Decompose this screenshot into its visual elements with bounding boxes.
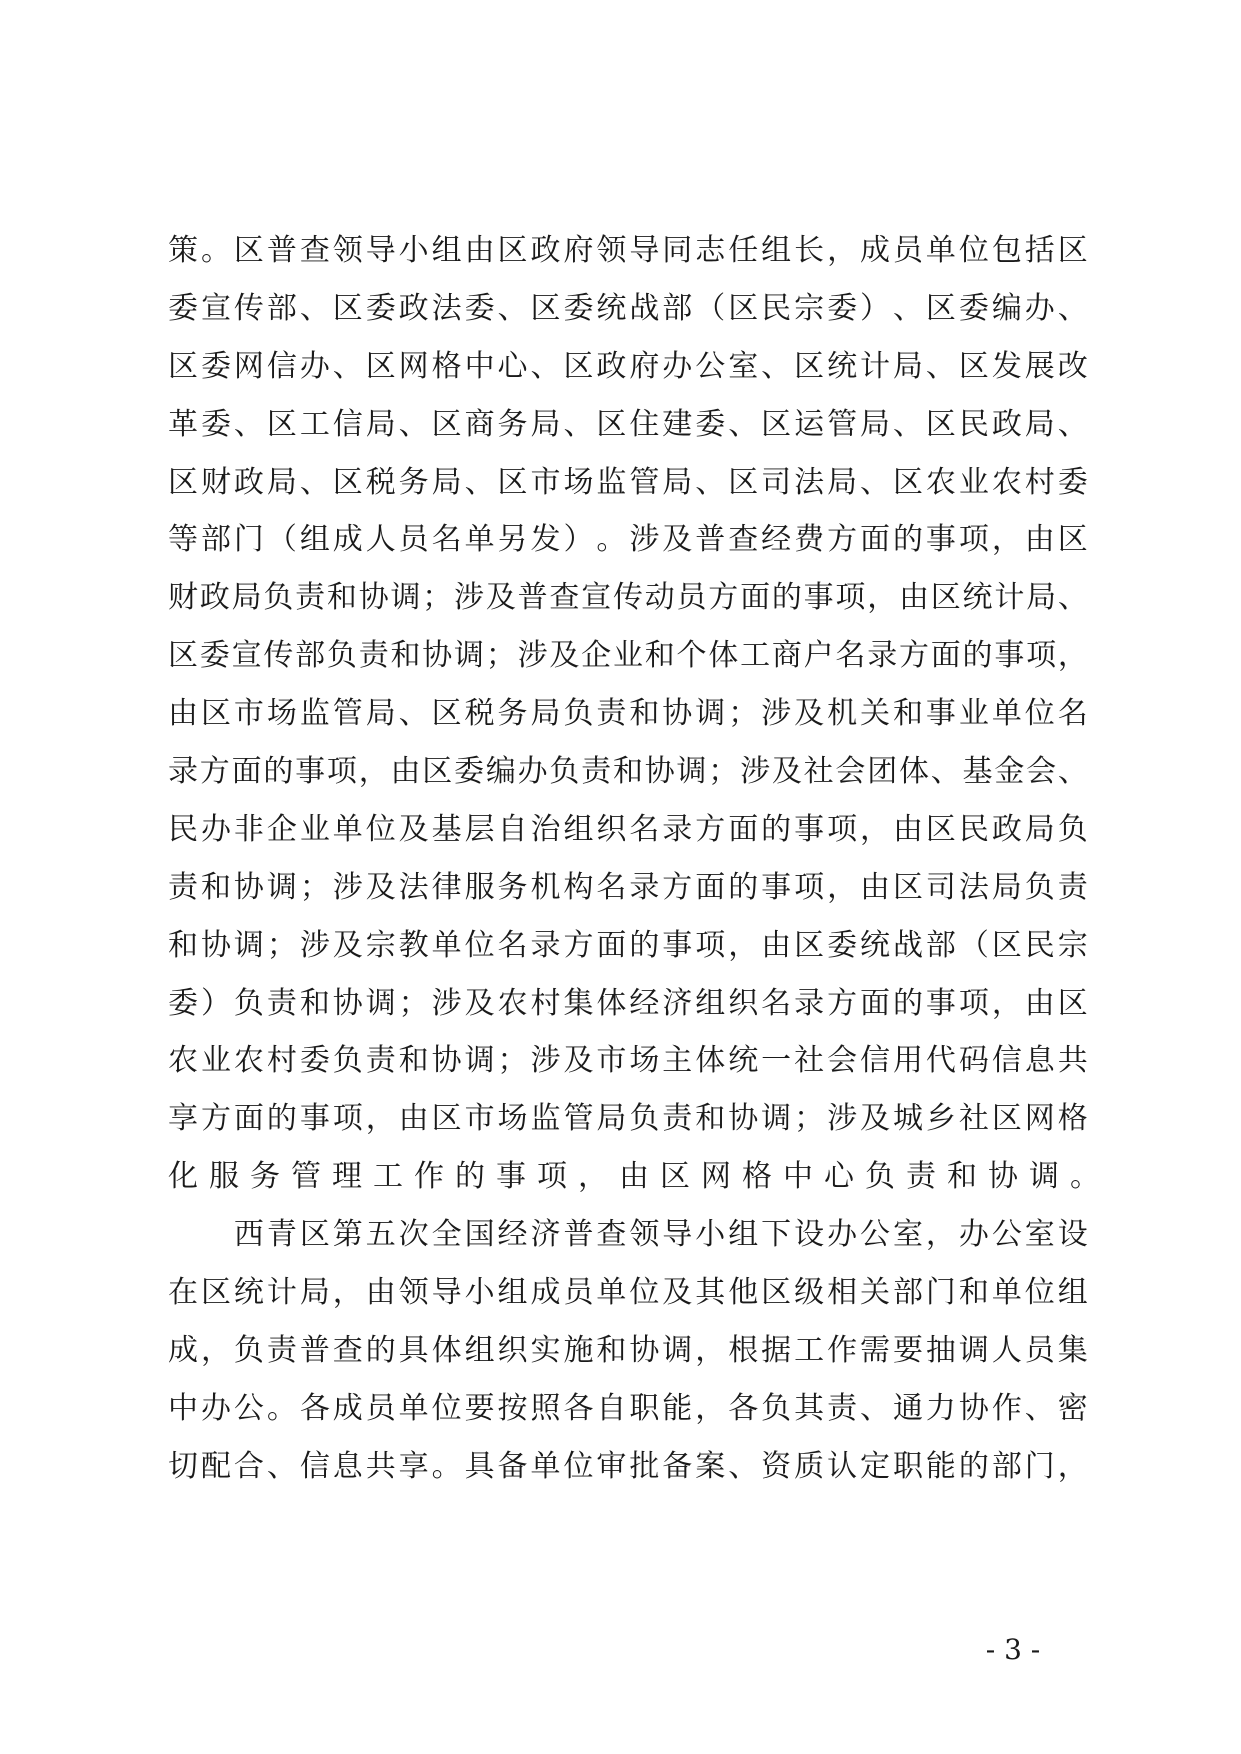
text-line: 化服务管理工作的事项，由区网格中心负责和协调。 (168, 1159, 1111, 1195)
text-line: 革 委 、 区 工 信 局 、 区 商 务 局 、 区 住 建 委 、 区 运 管 局 、 区 民 政 局 、 (168, 406, 1088, 442)
body-text (168, 222, 1111, 1496)
text-line: 等 部 门 （ 组 成 人 员 名 单 另 发 ） 。 涉 及 普 查 经 费 方 面 的 事 项 ， 由 区 (168, 522, 1088, 558)
text-line: 成 ， 负 责 普 查 的 具 体 组 织 实 施 和 协 调 ， 根 据 工 作 需 要 抽 调 人 员 集 (168, 1332, 1088, 1368)
text-line: 区 委 网 信 办 、 区 网 格 中 心 、 区 政 府 办 公 室 、 区 统 计 局 、 区 发 展 改 (168, 348, 1088, 384)
page-number: - 3 - (985, 1633, 1041, 1666)
text-line: 区 财 政 局 、 区 税 务 局 、 区 市 场 监 管 局 、 区 司 法 局 、 区 农 业 农 村 委 (168, 464, 1088, 500)
text-line: 农 业 农 村 委 负 责 和 协 调 ； 涉 及 市 场 主 体 统 一 社 会 信 用 代 码 信 息 共 (168, 1043, 1088, 1079)
text-line: 享 方 面 的 事 项 ， 由 区 市 场 监 管 局 负 责 和 协 调 ； 涉 及 城 乡 社 区 网 格 (168, 1101, 1088, 1137)
text-line: 由 区 市 场 监 管 局 、 区 税 务 局 负 责 和 协 调 ； 涉 及 机 关 和 事 业 单 位 名 (168, 696, 1088, 732)
text-line: 委 ） 负 责 和 协 调 ； 涉 及 农 村 集 体 经 济 组 织 名 录 方 面 的 事 项 ， 由 区 (168, 985, 1088, 1021)
text-line: 在 区 统 计 局 ， 由 领 导 小 组 成 员 单 位 及 其 他 区 级 相 关 部 门 和 单 位 组 (168, 1275, 1088, 1311)
text-line: 切 配 合 、 信 息 共 享 。 具 备 单 位 审 批 备 案 、 资 质 认 定 职 能 的 部 门 ， (168, 1448, 1088, 1484)
text-line: 和 协 调 ； 涉 及 宗 教 单 位 名 录 方 面 的 事 项 ， 由 区 委 统 战 部 （ 区 民 宗 (168, 927, 1088, 963)
text-line: 区 委 宣 传 部 负 责 和 协 调 ； 涉 及 企 业 和 个 体 工 商 户 名 录 方 面 的 事 项 ， (168, 638, 1088, 674)
text-line: 策 。 区 普 查 领 导 小 组 由 区 政 府 领 导 同 志 任 组 长 ， 成 员 单 位 包 括 区 (168, 233, 1088, 268)
text-line: 中 办 公 。 各 成 员 单 位 要 按 照 各 自 职 能 ， 各 负 其 责 、 通 力 协 作 、 密 (168, 1390, 1088, 1426)
text-line: 民 办 非 企 业 单 位 及 基 层 自 治 组 织 名 录 方 面 的 事 项 ， 由 区 民 政 局 负 (168, 811, 1088, 847)
text-line: 财 政 局 负 责 和 协 调 ； 涉 及 普 查 宣 传 动 员 方 面 的 事 项 ， 由 区 统 计 局 、 (168, 580, 1088, 616)
text-line: 录 方 面 的 事 项 ， 由 区 委 编 办 负 责 和 协 调 ； 涉 及 社 会 团 体 、 基 金 会 、 (168, 754, 1088, 790)
text-line: 西 青 区 第 五 次 全 国 经 济 普 查 领 导 小 组 下 设 办 公 室 ， 办 公 室 设 (233, 1217, 1088, 1253)
text-line: 责 和 协 调 ； 涉 及 法 律 服 务 机 构 名 录 方 面 的 事 项 ， 由 区 司 法 局 负 责 (168, 869, 1088, 905)
text-line: 委 宣 传 部 、 区 委 政 法 委 、 区 委 统 战 部 （ 区 民 宗 委 ） 、 区 委 编 办 、 (168, 290, 1088, 326)
